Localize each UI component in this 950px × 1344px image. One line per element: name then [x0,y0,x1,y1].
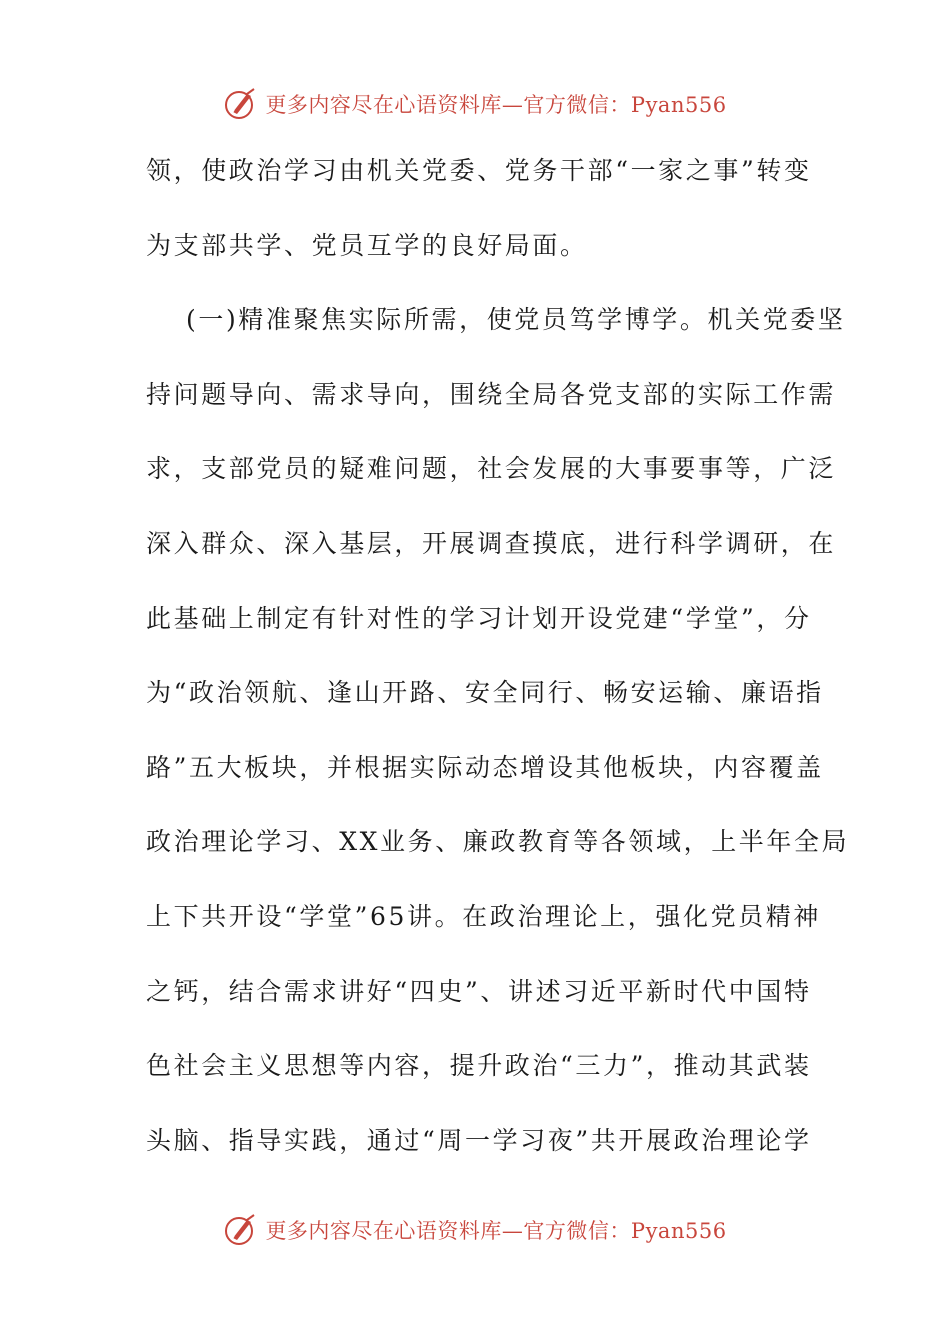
text-line: 政治理论学习、XX业务、廉政教育等各领域，上半年全局 [146,827,850,857]
text-line: 求，支部党员的疑难问题，社会发展的大事要事等，广泛 [146,454,837,484]
section-heading-line: (一)精准聚焦实际所需，使党员笃学博学。机关党委坚 [186,305,846,335]
document-body [146,148,850,1192]
text-line: 深入群众、深入基层，开展调查摸底，进行科学调研，在 [146,528,837,558]
quill-pen-circle-icon [223,1212,259,1248]
text-line: 为支部共学、党员互学的良好局面。 [146,230,588,260]
text-line: 持问题导向、需求导向，围绕全局各党支部的实际工作需 [146,379,837,409]
text-line: 头脑、指导实践，通过“周一学习夜”共开展政治理论学 [146,1125,812,1155]
quill-pen-circle-icon [223,86,259,122]
text-line: 之钙，结合需求讲好“四史”、讲述习近平新时代中国特 [146,976,812,1006]
text-line: 路”五大板块，并根据实际动态增设其他板块，内容覆盖 [146,752,824,782]
watermark-text: 更多内容尽在心语资料库—官方微信：Pyan556 [265,1219,727,1243]
text-line: 色社会主义思想等内容，提升政治“三力”，推动其武装 [146,1051,812,1081]
text-line: 此基础上制定有针对性的学习计划开设党建“学堂”，分 [146,603,812,633]
text-line: 为“政治领航、逢山开路、安全同行、畅安运输、廉语指 [146,678,824,708]
header-watermark [0,84,950,124]
watermark-text: 更多内容尽在心语资料库—官方微信：Pyan556 [265,93,727,117]
text-line: 上下共开设“学堂”65讲。在政治理论上，强化党员精神 [146,901,821,931]
text-line: 领，使政治学习由机关党委、党务干部“一家之事”转变 [146,156,812,185]
footer-watermark [0,1210,950,1250]
